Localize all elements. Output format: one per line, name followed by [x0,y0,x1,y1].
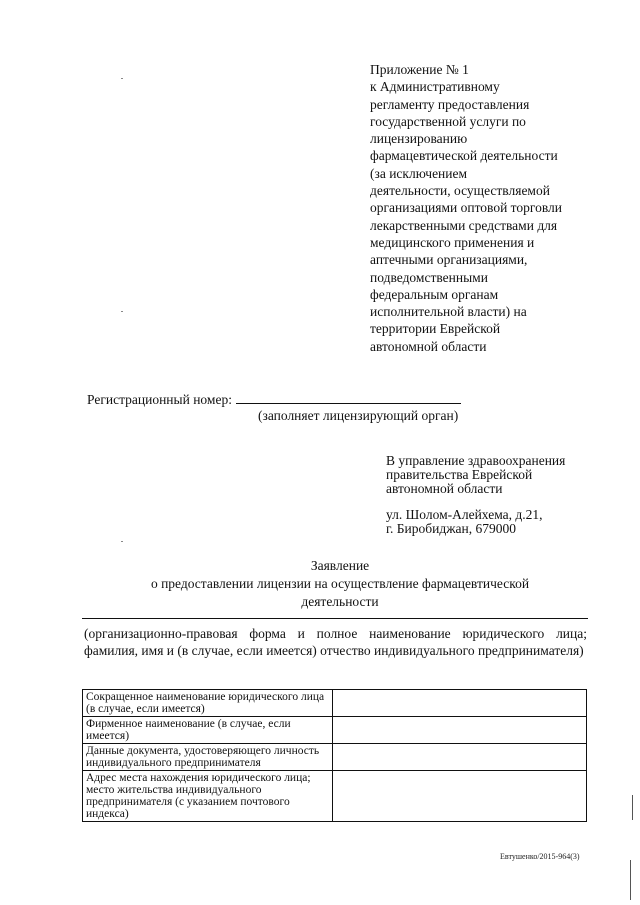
applicant-name-line[interactable] [82,618,588,619]
table-cell-label: Данные документа, удостоверяющего личность индивидуального предпринимателя [83,744,333,771]
recipient-line: правительства Еврейской [386,467,533,482]
registration-number-blank[interactable] [236,390,461,404]
scan-speck [121,78,123,79]
table-cell-label: Сокращенное наименование юридического лица (в случае, если имеется) [83,690,333,717]
table-row [83,771,587,822]
appendix-line: регламенту предоставления [370,96,530,112]
recipient-line: В управление здравоохранения [386,453,566,468]
table-cell-value[interactable] [333,717,587,744]
recipient-address [386,454,565,536]
appendix-line: (за исключением [370,165,468,181]
appendix-line: аптечными организациями, [370,252,528,268]
document-footer-code: Евтушенко/2015-964(3) [500,852,580,861]
appendix-line: автономной области [370,338,487,354]
scan-edge-mark [632,795,633,820]
document-subtitle: о предоставлении лицензии на осуществление фармацевтической [150,576,530,591]
registration-number-note: (заполняет лицензирующий орган) [258,408,459,423]
table-cell-label: Фирменное наименование (в случае, если имеется) [83,717,333,744]
appendix-line: исполнительной власти) на [370,304,527,320]
document-title: Заявление [310,558,370,573]
appendix-line: территории Еврейской [370,321,501,337]
appendix-line: федеральным органам [370,286,499,302]
registration-number-row [87,390,461,408]
appendix-line: лекарственными средствами для [370,217,558,233]
table-row [83,717,587,744]
applicant-info-table [82,689,587,822]
appendix-line: лицензированию [370,131,468,147]
registration-number-label: Регистрационный номер: [87,392,232,407]
appendix-line: медицинского применения и [370,234,535,250]
scan-speck [121,311,123,312]
document-subtitle-continued: деятельности [301,594,379,609]
appendix-line: Приложение № 1 [370,62,469,77]
scan-speck [121,541,123,542]
table-row [83,744,587,771]
appendix-line: подведомственными [370,269,488,285]
table-cell-value[interactable] [333,690,587,717]
appendix-line: фармацевтической деятельности [370,148,558,164]
table-cell-label: Адрес места нахождения юридического лица; место жительства индивидуального предпринимателя (с указанием почтового индекса) [83,771,333,822]
appendix-line: государственной услуги по [370,113,526,129]
appendix-line: деятельности, осуществляемой [370,183,550,199]
table-cell-value[interactable] [333,744,587,771]
recipient-street: ул. Шолом-Алейхема, д.21, [386,507,543,522]
recipient-line: автономной области [386,481,503,496]
appendix-line: организациями оптовой торговли [370,200,563,216]
scan-edge-mark [630,860,631,900]
appendix-header [370,61,595,355]
table-row [83,690,587,717]
recipient-city: г. Биробиджан, 679000 [386,521,516,536]
table-cell-value[interactable] [333,771,587,822]
appendix-line: к Административному [370,79,500,95]
applicant-name-note: (организационно-правовая форма и полное наименование юридического лица; фамилия, имя и (в случае, если имеется) отчество индивидуального предпринимателя) [84,626,587,659]
